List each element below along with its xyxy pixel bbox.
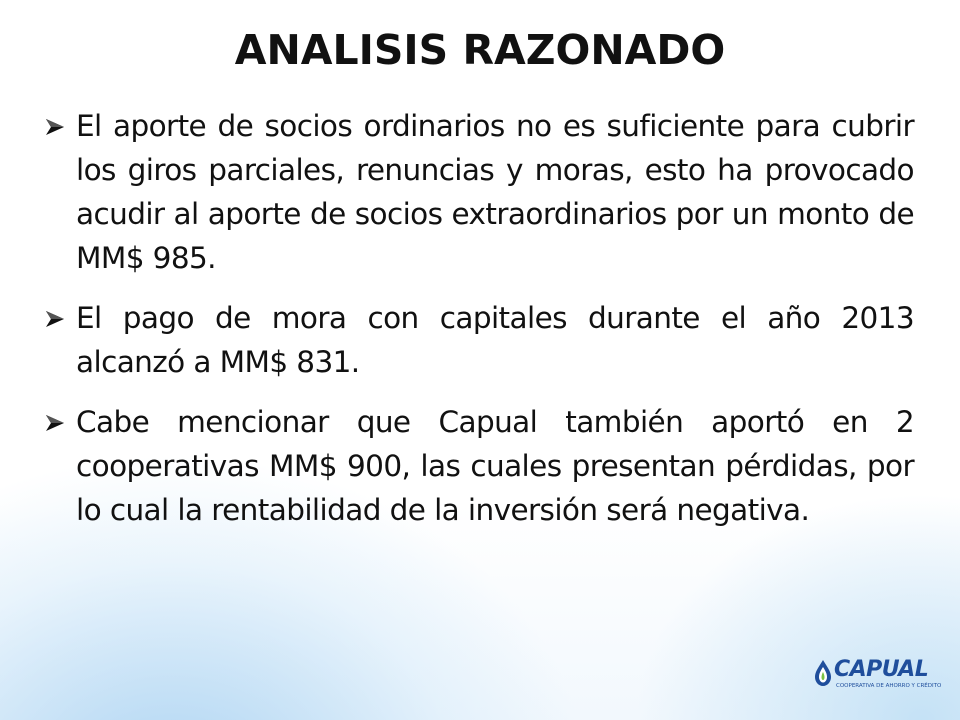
logo-name: CAPUAL: [834, 657, 929, 682]
arrow-bullet-icon: [44, 309, 68, 329]
capual-logo-mark: [812, 658, 834, 688]
bullet-list: [44, 104, 914, 548]
bullet-item: [44, 104, 914, 280]
arrow-bullet-icon: [44, 413, 68, 433]
bullet-item: [44, 400, 914, 532]
bullet-text: El pago de mora con capitales durante el año 2013 alcanzó a MM$ 831.: [76, 301, 914, 379]
capual-logo: [812, 656, 942, 696]
slide-title: ANALISIS RAZONADO: [234, 26, 726, 74]
bullet-text: Cabe mencionar que Capual también aportó en 2 cooperativas MM$ 900, las cuales presentan pérdidas, por lo cual la rentabilidad de la inversión será negativa.: [76, 405, 914, 527]
arrow-bullet-icon: [44, 117, 68, 137]
bullet-item: [44, 296, 914, 384]
bullet-text: El aporte de socios ordinarios no es suficiente para cubrir los giros parciales, renuncias y moras, esto ha provocado acudir al aporte de socios extraordinarios por un monto de MM$ 985.: [76, 109, 914, 275]
logo-tagline: COOPERATIVA DE AHORRO Y CRÉDITO: [836, 683, 942, 689]
